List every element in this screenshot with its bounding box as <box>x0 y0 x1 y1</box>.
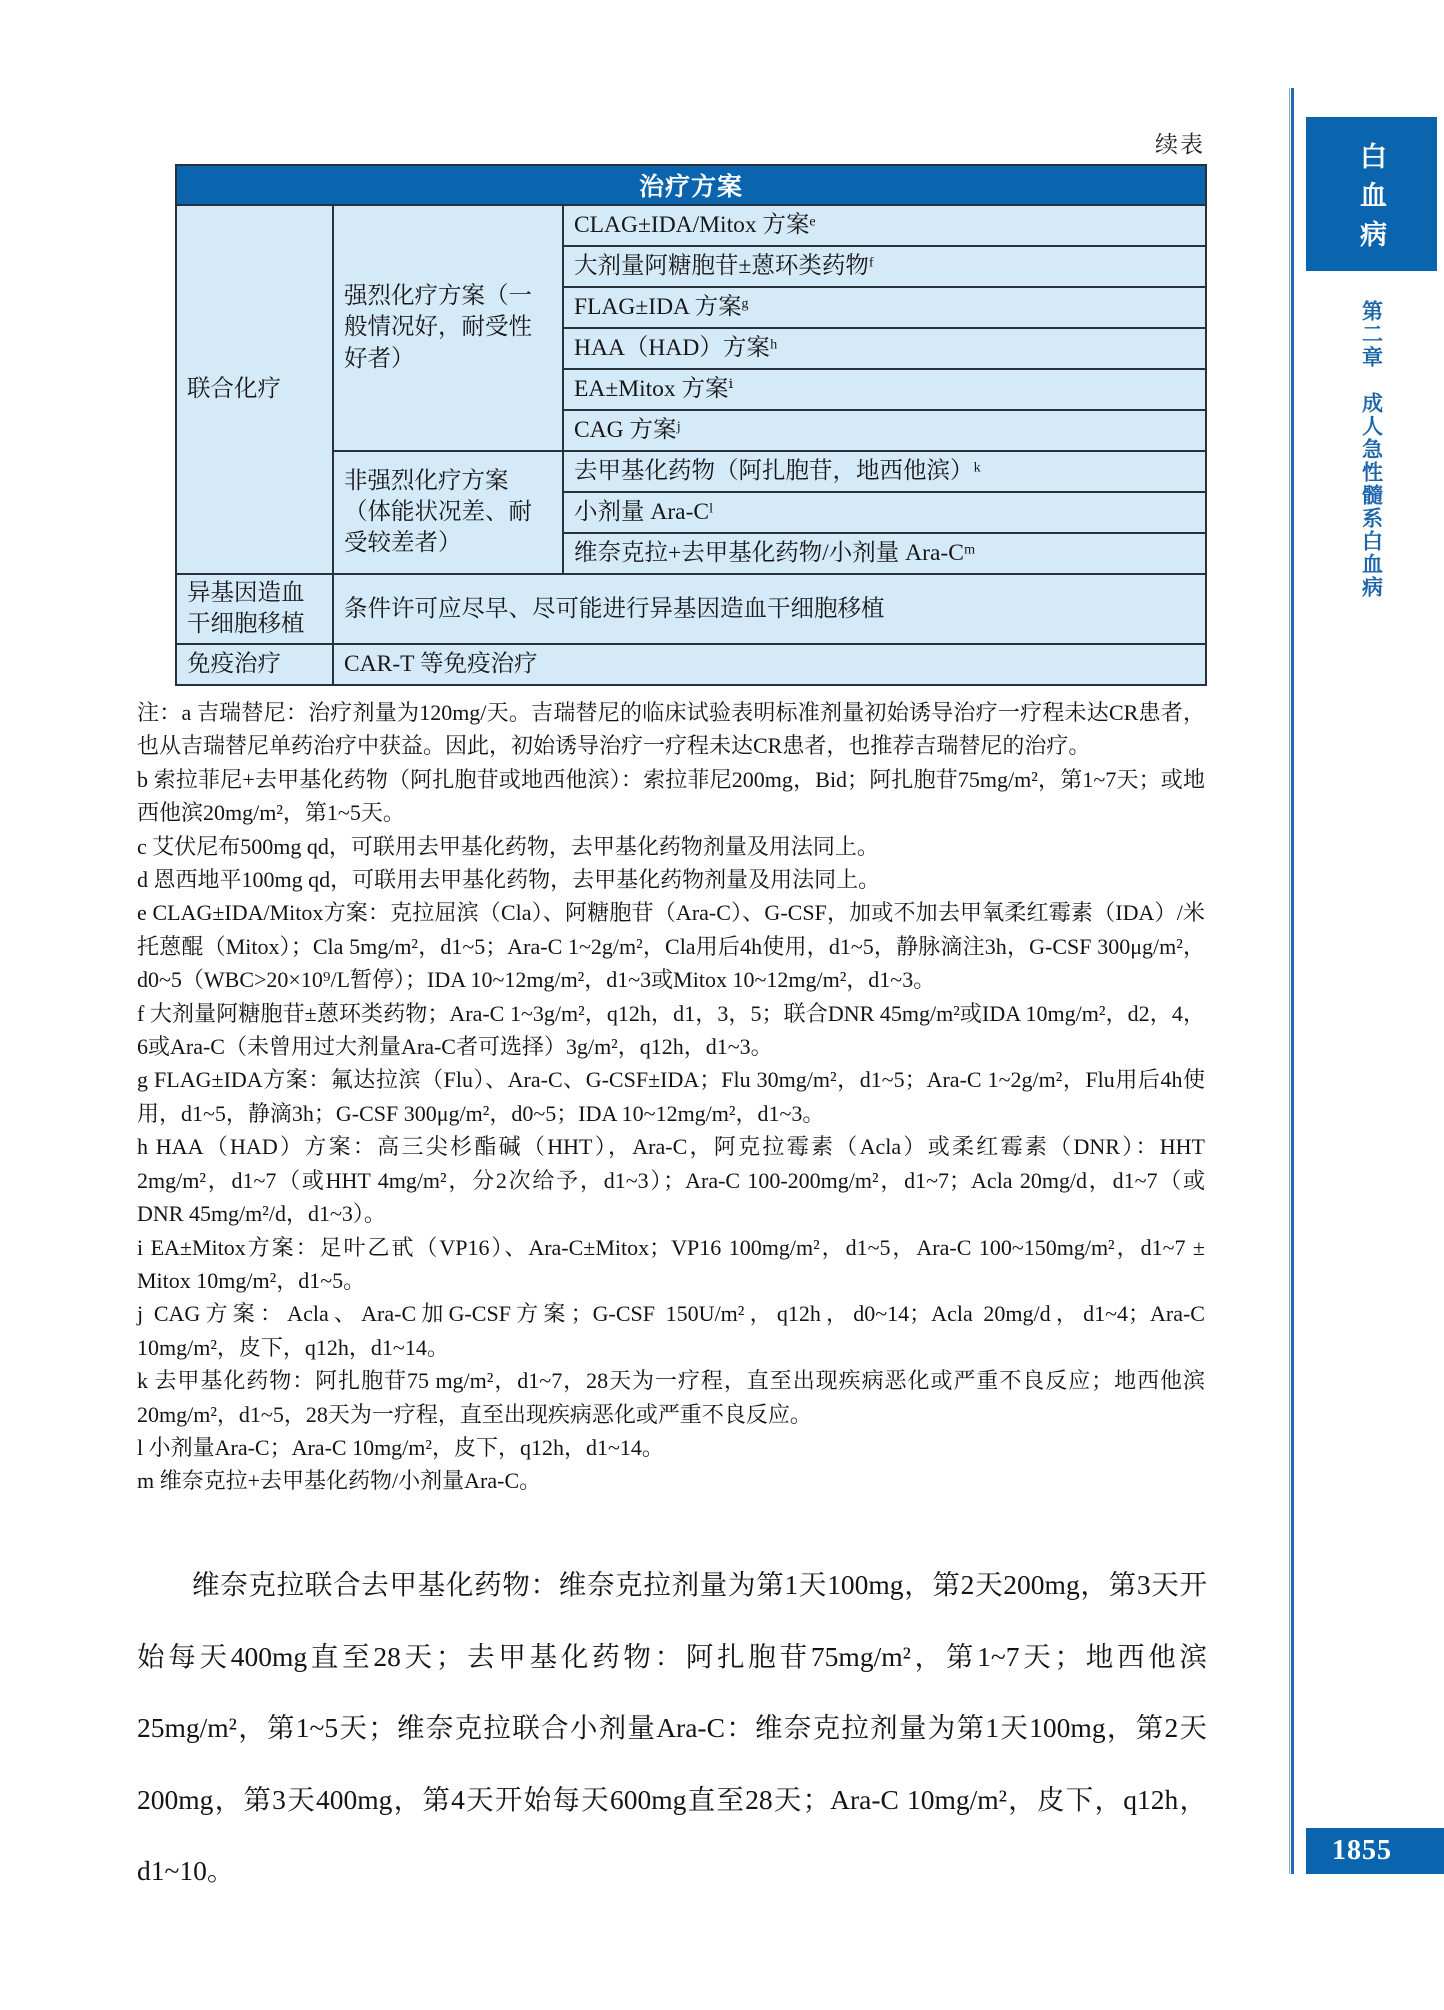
cell-option-ldarac: 小剂量 Ara-Cˡ <box>563 492 1206 533</box>
footnote-e: e CLAG±IDA/Mitox方案：克拉屈滨（Cla）、阿糖胞苷（Ara-C）、G-CSF，加或不加去甲氧柔红霉素（IDA）/米托蒽醌（Mitox）；Cla 5mg/m²，d1~5；Ara-C 1~2g/m²，Cla用后4h使用，d1~5，静脉滴注3h，G-CSF 300μg/m²，d0~5（WBC>20×10⁹/L暂停）；IDA 10~12mg/m²，d1~3或Mitox 10~12mg/m²，d1~3。 <box>137 900 1205 993</box>
cell-immuno-value: CAR-T 等免疫治疗 <box>333 644 1206 685</box>
table-header-treatment-plan: 治疗方案 <box>176 165 1206 205</box>
cell-option-venetoclax: 维奈克拉+去甲基化药物/小剂量 Ara-Cᵐ <box>563 533 1206 574</box>
chapter-tab <box>1306 117 1437 271</box>
page-number-badge: 1855 <box>1306 1828 1444 1874</box>
cell-option-hdac: 大剂量阿糖胞苷±蒽环类药物ᶠ <box>563 246 1206 287</box>
cell-transplant-value: 条件许可应尽早、尽可能进行异基因造血干细胞移植 <box>333 574 1206 644</box>
cell-intensive-label: 强烈化疗方案（一般情况好，耐受性好者） <box>333 205 563 451</box>
cell-immuno-label: 免疫治疗 <box>176 644 333 685</box>
footnote-m: m 维奈克拉+去甲基化药物/小剂量Ara-C。 <box>137 1468 542 1494</box>
cell-option-hma: 去甲基化药物（阿扎胞苷，地西他滨）ᵏ <box>563 451 1206 492</box>
footnotes <box>137 696 1205 1498</box>
cell-nonintensive-label: 非强烈化疗方案（体能状况差、耐受较差者） <box>333 451 563 574</box>
footnote-g: g FLAG±IDA方案：氟达拉滨（Flu）、Ara-C、G-CSF±IDA；Flu 30mg/m²，d1~5；Ara-C 1~2g/m²，Flu用后4h使用，d1~5，静滴3h；G-CSF 300μg/m²，d0~5；IDA 10~12mg/m²，d1~3。 <box>137 1067 1205 1126</box>
footnote-d: d 恩西地平100mg qd，可联用去甲基化药物，去甲基化药物剂量及用法同上。 <box>137 867 881 893</box>
cell-option-cag: CAG 方案ʲ <box>563 410 1206 451</box>
cell-option-ea: EA±Mitox 方案ⁱ <box>563 369 1206 410</box>
footnote-i: i EA±Mitox方案：足叶乙甙（VP16）、Ara-C±Mitox；VP16 100mg/m²，d1~5，Ara-C 100~150mg/m²，d1~7 ± Mitox 10mg/m²，d1~5。 <box>137 1234 1205 1293</box>
chapter-tab-label: 白血病 <box>1356 141 1386 259</box>
footnote-a: 注：a 吉瑞替尼：治疗剂量为120mg/天。吉瑞替尼的临床试验表明标准剂量初始诱导治疗一疗程未达CR患者，也从吉瑞替尼单药治疗中获益。因此，初始诱导治疗一疗程未达CR患者，也推荐吉瑞替尼的治疗。 <box>137 700 1205 759</box>
cell-option-clag: CLAG±IDA/Mitox 方案ᵉ <box>563 205 1206 246</box>
treatment-table <box>175 164 1207 686</box>
chapter-title-label: 第二章 成人急性髓系白血病 <box>1359 300 1384 599</box>
cell-option-flag: FLAG±IDA 方案ᵍ <box>563 287 1206 328</box>
footnote-h: h HAA（HAD）方案：高三尖杉酯碱（HHT），Ara-C，阿克拉霉素（Acla）或柔红霉素（DNR）：HHT 2mg/m²，d1~7（或HHT 4mg/m²，分2次给予，d1~3）；Ara-C 100-200mg/m²，d1~7；Acla 20mg/d，d1~7（或DNR 45mg/m²/d，d1~3）。 <box>137 1134 1205 1227</box>
footnote-b: b 索拉菲尼+去甲基化药物（阿扎胞苷或地西他滨）：索拉菲尼200mg，Bid；阿扎胞苷75mg/m²，第1~7天；或地西他滨20mg/m²，第1~5天。 <box>137 766 1205 826</box>
continued-table-label: 续表 <box>1155 132 1205 157</box>
footnote-k: k 去甲基化药物：阿扎胞苷75 mg/m²，d1~7，28天为一疗程，直至出现疾病恶化或严重不良反应；地西他滨20mg/m²，d1~5，28天为一疗程，直至出现疾病恶化或严重不良反应。 <box>137 1368 1205 1427</box>
footnote-f: f 大剂量阿糖胞苷±蒽环类药物；Ara-C 1~3g/m²，q12h，d1，3，5；联合DNR 45mg/m²或IDA 10mg/m²，d2，4，6或Ara-C（未曾用过大剂量Ara-C者可选择）3g/m²，q12h，d1~3。 <box>137 1000 1205 1060</box>
sidebar-divider-line <box>1289 88 1294 1874</box>
body-paragraph: 维奈克拉联合去甲基化药物：维奈克拉剂量为第1天100mg，第2天200mg，第3天开始每天400mg直至28天；去甲基化药物：阿扎胞苷75mg/m²，第1~7天；地西他滨25mg/m²，第1~5天；维奈克拉联合小剂量Ara-C：维奈克拉剂量为第1天100mg，第2天200mg，第3天400mg，第4天开始每天600mg直至28天；Ara-C 10mg/m²，皮下，q12h，d1~10。 <box>137 1569 1207 1886</box>
footnote-j: j CAG方案：Acla、Ara-C加G-CSF方案；G-CSF 150U/m²，q12h，d0~14；Acla 20mg/d，d1~4；Ara-C 10mg/m²，皮下，q12h，d1~14。 <box>137 1301 1205 1360</box>
footnote-c: c 艾伏尼布500mg qd，可联用去甲基化药物，去甲基化药物剂量及用法同上。 <box>137 833 879 859</box>
cell-option-haa: HAA（HAD）方案ʰ <box>563 328 1206 369</box>
cell-transplant-label: 异基因造血干细胞移植 <box>176 574 333 644</box>
chapter-title <box>1306 300 1437 720</box>
cell-combined-chemo: 联合化疗 <box>176 205 333 574</box>
footnote-l: l 小剂量Ara-C；Ara-C 10mg/m²，皮下，q12h，d1~14。 <box>137 1434 664 1460</box>
